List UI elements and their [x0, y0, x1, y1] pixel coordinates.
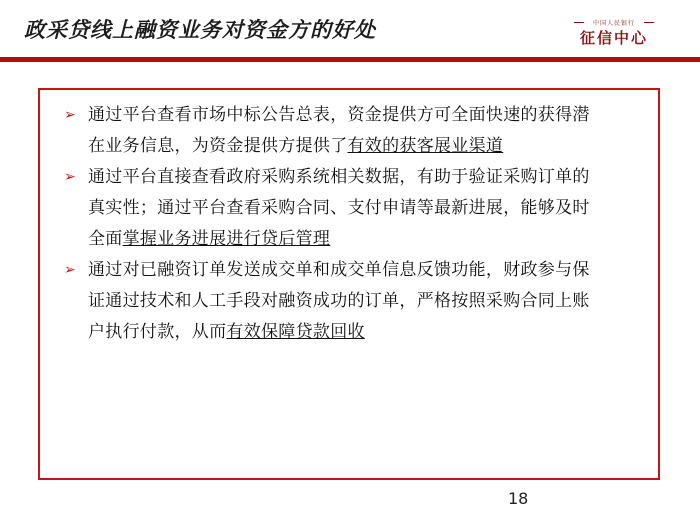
header-rule	[0, 57, 700, 62]
bullet-text: 通过平台直接查看政府采购系统相关数据，有助于验证采购订单的	[88, 167, 590, 187]
bullet-text: 全面	[88, 229, 123, 249]
bullet-line	[88, 100, 664, 131]
bullet-line	[88, 317, 664, 348]
bullet-text: 户执行付款，从而	[88, 322, 227, 342]
underlined-text: 有效保障贷款回收	[226, 322, 365, 342]
logo-line-right	[644, 22, 654, 23]
bullet-line	[88, 286, 664, 317]
bullet-item	[64, 255, 664, 348]
arrow-right-icon: ➢	[64, 262, 77, 278]
arrow-right-icon: ➢	[64, 107, 77, 123]
page-number: 18	[508, 489, 529, 508]
bullet-line	[88, 193, 664, 224]
content-box	[38, 88, 660, 480]
bullet-text: 在业务信息，为资金提供方提供了	[88, 136, 348, 156]
bullet-text: 真实性；通过平台查看采购合同、支付申请等最新进展，能够及时	[88, 198, 590, 218]
underlined-text: 掌握业务进展进行贷后管理	[122, 229, 331, 249]
slide-title: 政采贷线上融资业务对资金方的好处	[24, 18, 376, 42]
logo	[572, 18, 656, 48]
arrow-right-icon: ➢	[64, 169, 77, 185]
bullet-list	[64, 100, 664, 348]
bullet-text: 证通过技术和人工手段对融资成功的订单，严格按照采购合同上账	[88, 291, 590, 311]
underlined-text: 有效的获客展业渠道	[347, 136, 504, 156]
bullet-text: 通过对已融资订单发送成交单和成交单信息反馈功能，财政参与保	[88, 260, 590, 280]
bullet-item	[64, 100, 664, 162]
bullet-line	[88, 131, 664, 162]
logo-subtitle: 中国人民银行	[592, 20, 635, 27]
bullet-line	[88, 255, 664, 286]
bullet-line	[88, 162, 664, 193]
bullet-text: 通过平台查看市场中标公告总表，资金提供方可全面快速的获得潜	[88, 105, 590, 125]
bullet-item	[64, 162, 664, 255]
logo-name: 征信中心	[579, 29, 648, 47]
bullet-line	[88, 224, 664, 255]
